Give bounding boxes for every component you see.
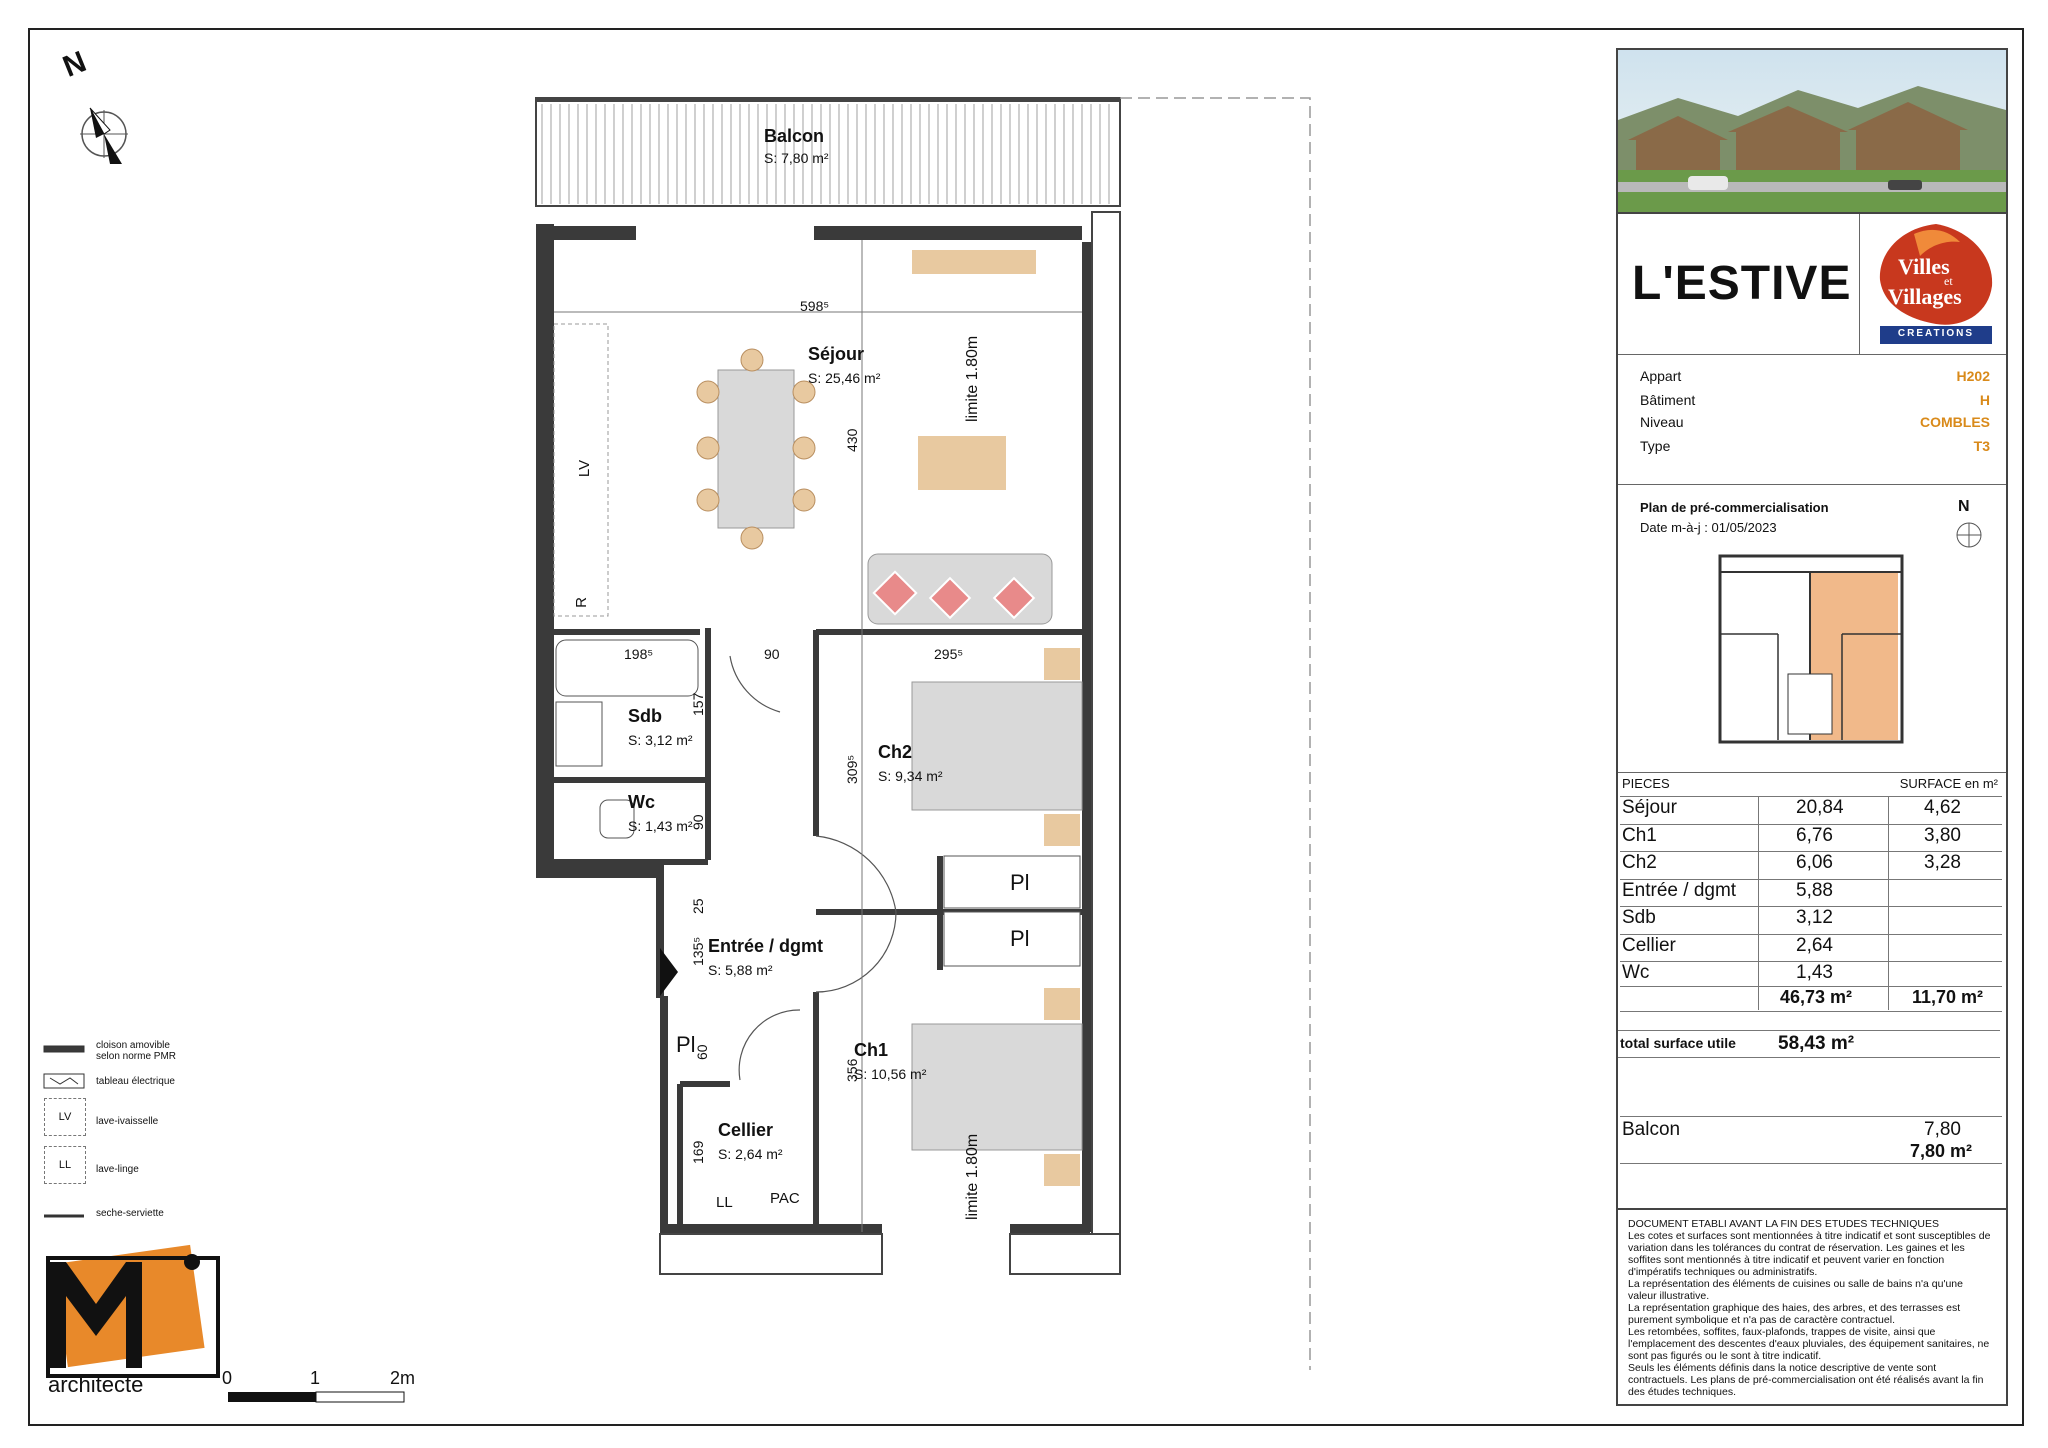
table-cell-s1: 2,64 [1796, 934, 1833, 956]
roof-outline [1120, 98, 1310, 1370]
legend-symbol: LL [44, 1146, 86, 1184]
table-cell-s2: 3,80 [1924, 824, 1961, 846]
logo-text-villages: Villages [1888, 284, 1962, 309]
table-row [1620, 851, 2002, 873]
roof-edge-bottom-left [660, 1234, 882, 1274]
dim-sdb-157: 157 [690, 692, 706, 716]
subtotal-2: 11,70 m² [1912, 987, 1984, 1007]
table-cell-piece: Sdb [1622, 907, 1656, 928]
legend-label: lave-linge [96, 1164, 139, 1175]
disclaimer-line: valeur illustrative. [1628, 1290, 1710, 1302]
mini-north-label: N [1958, 498, 1970, 515]
room-name-entree: Entrée / dgmt [708, 936, 824, 956]
info-key: Appart [1640, 368, 1682, 384]
table-cell-piece: Ch1 [1622, 824, 1657, 846]
table-cell-s1: 5,88 [1796, 879, 1833, 901]
fixture-pac: PAC [770, 1190, 800, 1207]
disclaimer-line: La représentation des éléments de cuisines ou salle de bains n'a qu'une [1628, 1278, 1963, 1290]
room-area-sejour: S: 25,46 m² [808, 370, 881, 386]
info-value: COMBLES [1920, 414, 1990, 430]
table-cell-s1: 3,12 [1796, 907, 1833, 928]
plan-date: Date m-à-j : 01/05/2023 [1640, 520, 1777, 535]
table-cell-piece: Ch2 [1622, 852, 1657, 873]
dim-entree-25: 25 [690, 898, 706, 914]
roof-edge-bottom-right [1010, 1234, 1120, 1274]
balcon-row [1620, 1116, 2002, 1164]
mini-compass-icon [1954, 520, 1984, 550]
dim-ch2-309: 309⁵ [844, 754, 860, 784]
disclaimer-line: variation dans les tolérances du contrat de réservation. Les gaines et les [1628, 1242, 1965, 1254]
room-area-entree: S: 5,88 m² [708, 962, 773, 978]
brand-row [1618, 214, 2006, 355]
table-cell-s2: 4,62 [1924, 797, 1961, 818]
table-cell-s1: 1,43 [1796, 962, 1833, 983]
fixture-pl-3: Pl [676, 1032, 696, 1057]
total-value: 58,43 m² [1778, 1033, 1855, 1054]
table-column-divider [1888, 796, 1889, 1010]
disclaimer-line: contractuels. Les plans de pré-commercialisation ont été réalisés avant la fin [1628, 1374, 1984, 1386]
entrance-arrow-icon [660, 948, 678, 996]
info-panel [1616, 48, 2008, 1406]
developer-logo [1874, 220, 1998, 350]
info-value: H202 [1956, 368, 1990, 384]
architect-label: architecte [48, 1372, 144, 1397]
room-area-wc: S: 1,43 m² [628, 818, 693, 834]
info-value: H [1979, 392, 1990, 408]
bed-ch2 [912, 682, 1082, 810]
limit-label-top: limite 1.80m [964, 335, 981, 422]
plan-title: Plan de pré-commercialisation [1640, 500, 1829, 515]
legend-label: lave-ivaisselle [96, 1116, 159, 1127]
fixture-r: R [572, 597, 590, 608]
table-cell-s2: 3,28 [1924, 852, 1961, 873]
dim-ch2-width: 295⁵ [934, 646, 964, 662]
dim-wc-90: 90 [690, 814, 706, 830]
balcon-value: 7,80 [1924, 1119, 1961, 1140]
dim-door-90: 90 [764, 646, 780, 662]
room-area-sdb: S: 3,12 m² [628, 732, 693, 748]
washbasin [556, 702, 602, 766]
dim-cellier-169: 169 [690, 1140, 706, 1164]
room-name-wc: Wc [628, 792, 655, 812]
logo-tagline: CREATIONS [1897, 328, 1975, 339]
coffee-table [918, 436, 1006, 490]
room-area-cellier: S: 2,64 m² [718, 1146, 783, 1162]
fixture-pl-1: Pl [1010, 870, 1030, 895]
scale-bar [228, 1392, 404, 1402]
room-name-sejour: Séjour [808, 344, 865, 364]
table-cell-piece: Wc [1622, 962, 1650, 983]
balcon-total: 7,80 m² [1910, 1141, 1973, 1161]
dim-cellier-60: 60 [694, 1044, 710, 1060]
legend-symbol: LV [44, 1098, 86, 1136]
logo-text-et: et [1944, 274, 1953, 288]
tv-unit [912, 250, 1036, 274]
room-name-ch2: Ch2 [878, 742, 913, 762]
table-cell-s1: 6,76 [1796, 824, 1833, 846]
room-area-balcon: S: 7,80 m² [764, 150, 829, 166]
table-row [1620, 879, 2002, 901]
dim-sejour-width: 598⁵ [800, 298, 830, 314]
balcon-label: Balcon [1622, 1119, 1681, 1140]
room-name-ch1: Ch1 [854, 1040, 889, 1060]
table-column-divider [1758, 796, 1759, 1010]
table-row [1620, 961, 2002, 983]
project-render-image [1618, 50, 2006, 214]
room-name-sdb: Sdb [628, 706, 662, 726]
legend-label: cloison amovible selon norme PMR [96, 1040, 177, 1062]
scale-label-2m: 2m [390, 1368, 416, 1388]
surfaces-table [1618, 772, 2006, 1252]
table-row [1620, 824, 2002, 846]
table-cell-piece: Entrée / dgmt [1622, 879, 1737, 901]
brand-divider [1859, 214, 1860, 354]
table-cell-piece: Cellier [1622, 934, 1676, 956]
legend-label: seche-serviette [96, 1208, 164, 1219]
info-value: T3 [1973, 438, 1990, 454]
disclaimer-line: d'impératifs techniques ou administratifs. [1628, 1266, 1818, 1278]
key-plan-block [1618, 486, 2006, 773]
disclaimer-line: des études techniques. [1628, 1386, 1736, 1398]
info-key: Type [1640, 438, 1671, 454]
table-cell-s1: 20,84 [1796, 797, 1844, 818]
total-row [1618, 1030, 2000, 1058]
key-plan-minimap [1718, 554, 1904, 744]
disclaimer-line: DOCUMENT ETABLI AVANT LA FIN DES ETUDES TECHNIQUES [1628, 1218, 1939, 1230]
legend-label: tableau électrique [96, 1076, 175, 1087]
room-area-ch2: S: 9,34 m² [878, 768, 943, 784]
disclaimer-line: La représentation graphique des haies, des arbres, et des terrasses est [1628, 1302, 1961, 1314]
dim-ch1-356: 356 [844, 1058, 860, 1082]
north-label: N [58, 45, 91, 84]
table-cell-piece: Séjour [1622, 797, 1677, 818]
subtotal-1: 46,73 m² [1780, 987, 1853, 1007]
fixture-ll: LL [716, 1194, 733, 1211]
apartment-info [1618, 356, 2006, 485]
disclaimer-line: Les cotes et surfaces sont mentionnées à titre indicatif et sont susceptibles de [1628, 1230, 1991, 1242]
project-title: L'ESTIVE [1632, 257, 1852, 310]
dim-sejour-depth: 430 [844, 428, 860, 452]
table-row [1620, 906, 2002, 928]
table-subtotal-row [1620, 986, 2002, 1012]
logo-text-villes: Villes [1898, 254, 1950, 279]
bed-ch1 [912, 1024, 1082, 1150]
disclaimer-line: soffites sont mentionnés à titre indicatif et peuvent varier en fonction [1628, 1254, 1945, 1266]
table-row [1620, 934, 2002, 956]
room-area-ch1: S: 10,56 m² [854, 1066, 927, 1082]
table-cell-s1: 6,06 [1796, 852, 1833, 873]
disclaimer-line: purement symbolique et n'a pas de caractère contractuel. [1628, 1314, 1895, 1326]
fixture-lv: LV [576, 459, 594, 478]
room-name-balcon: Balcon [764, 126, 825, 146]
scale-label-1: 1 [310, 1368, 321, 1388]
scale-label-0: 0 [222, 1368, 233, 1388]
total-label: total surface utile [1620, 1035, 1736, 1051]
limit-label-bottom: limite 1.80m [964, 1133, 981, 1220]
disclaimer-line: l'emplacement des descentes d'eaux pluviales, des équipement sanitaires, ne [1628, 1338, 1990, 1350]
info-key: Niveau [1640, 414, 1684, 430]
table-header-surface: SURFACE en m² [1899, 776, 1998, 791]
room-name-cellier: Cellier [718, 1120, 774, 1140]
disclaimer-line: Seuls les éléments définis dans la notice descriptive de vente sont [1628, 1362, 1937, 1374]
disclaimer-line: sont pas figurés ou le sont à titre indicatif. [1628, 1350, 1822, 1362]
dining-table [718, 370, 794, 528]
compass-icon [80, 108, 128, 164]
table-header-pieces: PIECES [1622, 776, 1670, 791]
architect-logo [48, 1245, 218, 1376]
roof-edge-right [1092, 212, 1120, 1270]
info-key: Bâtiment [1640, 392, 1696, 408]
disclaimer-line: Les retombées, soffites, faux-plafonds, trappes de visite, ainsi que [1628, 1326, 1936, 1338]
dim-entree-135: 135⁵ [690, 936, 706, 966]
fixture-pl-2: Pl [1010, 926, 1030, 951]
disclaimer-block [1618, 1208, 2006, 1408]
dim-sdb-width: 198⁵ [624, 646, 654, 662]
table-row [1620, 796, 2002, 818]
